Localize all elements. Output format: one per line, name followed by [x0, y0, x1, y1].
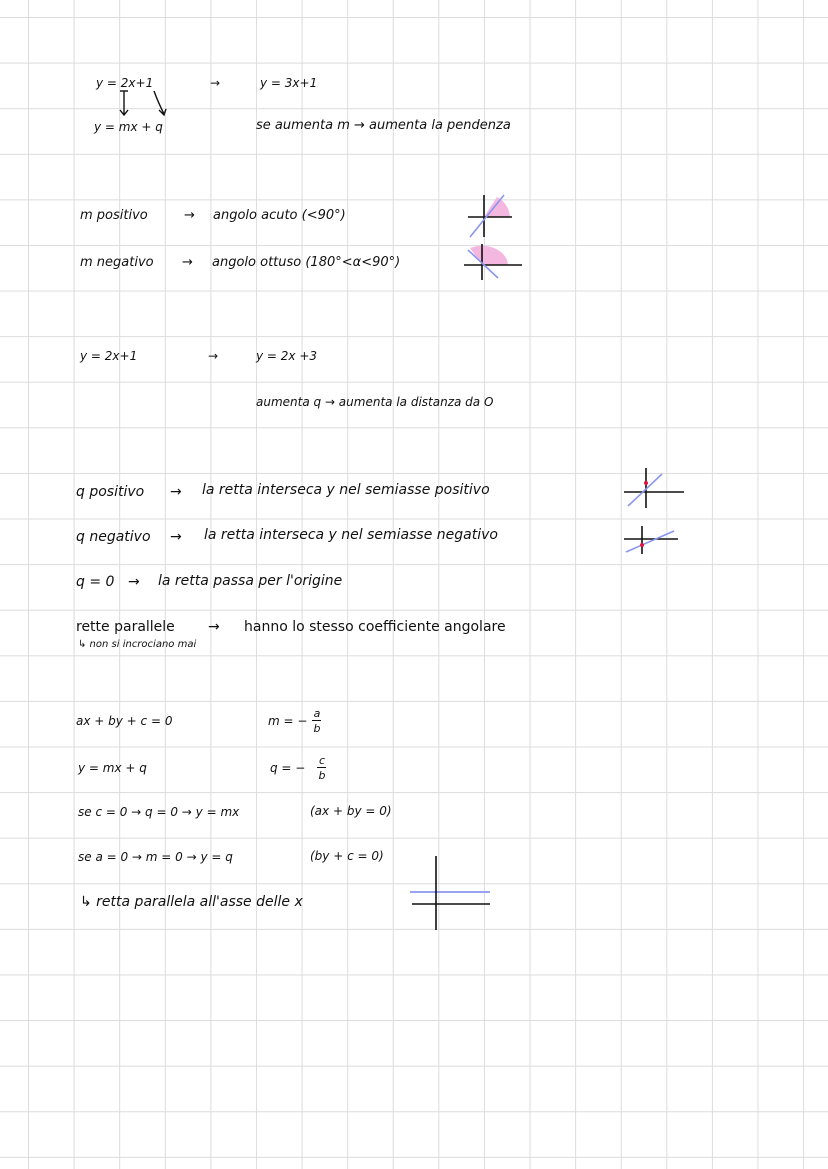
- arrow-right: →: [182, 255, 193, 270]
- m-formula-label: m = −: [268, 714, 308, 728]
- acute-angle-diagram-icon: [464, 193, 520, 239]
- q-negative-text: la retta interseca y nel semiasse negativo: [204, 527, 498, 543]
- mapping-arrows-icon: [110, 88, 180, 120]
- case-a-zero-form: (by + c = 0): [310, 849, 384, 863]
- arrow-right: →: [208, 349, 219, 363]
- equation-y-3x-1: y = 3x+1: [260, 76, 318, 90]
- equation-y-2x-1-b: y = 2x+1: [80, 349, 138, 363]
- arrow-right: →: [208, 619, 220, 635]
- q-positive-label: q positivo: [76, 484, 145, 500]
- obtuse-angle-text: angolo ottuso (180°<α<90°): [212, 255, 401, 270]
- m-numerator: a: [313, 707, 321, 720]
- general-form-equation: y = mx + q: [94, 120, 163, 134]
- slope-increase-note: se aumenta m → aumenta la pendenza: [256, 118, 511, 133]
- implicit-equation: ax + by + c = 0: [76, 714, 173, 728]
- q-formula-label: q = −: [270, 761, 306, 775]
- m-negative-label: m negativo: [80, 255, 154, 270]
- arrow-right: →: [210, 76, 221, 90]
- parallel-lines-label: rette parallele: [76, 619, 175, 635]
- acute-angle-text: angolo acuto (<90°): [213, 208, 346, 223]
- q-negative-label: q negativo: [76, 529, 151, 545]
- equation-y-2x-3: y = 2x +3: [256, 349, 318, 363]
- case-a-zero-text: se a = 0 → m = 0 → y = q: [78, 850, 233, 864]
- q-zero-label: q = 0: [76, 574, 115, 590]
- q-positive-text: la retta interseca y nel semiasse positivo: [202, 482, 490, 498]
- parallel-lines-subnote: ↳ non si incrociano mai: [78, 639, 197, 650]
- parallel-lines-text: hanno lo stesso coefficiente angolare: [244, 619, 506, 635]
- arrow-right: →: [170, 529, 182, 545]
- q-denominator: b: [318, 769, 326, 782]
- horizontal-line-note: ↳ retta parallela all'asse delle x: [80, 894, 303, 910]
- case-c-zero-form: (ax + by = 0): [310, 804, 392, 818]
- fraction-line: [312, 720, 321, 721]
- fraction-line: [317, 767, 326, 768]
- explicit-equation: y = mx + q: [78, 761, 147, 775]
- arrow-right: →: [128, 574, 140, 590]
- equation-y-2x-1: y = 2x+1: [96, 76, 154, 90]
- positive-intercept-diagram-icon: [622, 466, 686, 510]
- q-zero-text: la retta passa per l'origine: [158, 573, 343, 589]
- arrow-right: →: [184, 208, 195, 223]
- horizontal-line-diagram-icon: [408, 854, 494, 934]
- m-denominator: b: [313, 722, 321, 735]
- q-numerator: c: [318, 754, 326, 767]
- negative-intercept-diagram-icon: [622, 524, 680, 558]
- arrow-right: →: [170, 484, 182, 500]
- intercept-increase-note: aumenta q → aumenta la distanza da O: [256, 395, 494, 409]
- obtuse-angle-diagram-icon: [462, 240, 524, 282]
- m-positive-label: m positivo: [80, 208, 148, 223]
- case-c-zero-text: se c = 0 → q = 0 → y = mx: [78, 805, 240, 819]
